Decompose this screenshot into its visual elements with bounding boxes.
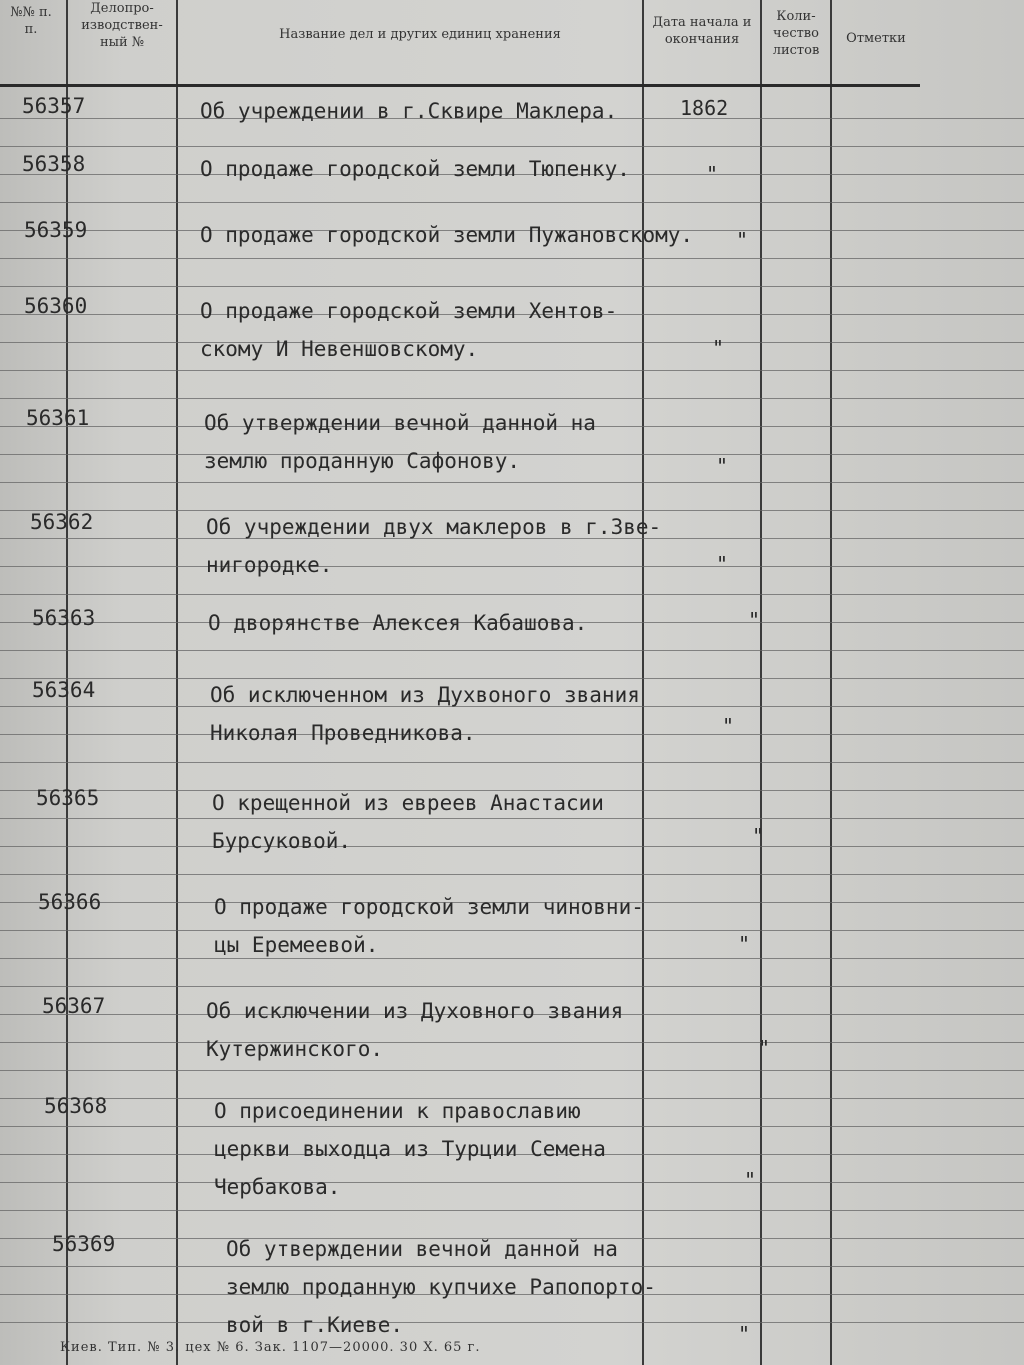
ruled-line (0, 258, 1024, 259)
ruled-line (0, 1042, 1024, 1043)
case-date: " (722, 714, 735, 738)
case-title-line: нигородке. (206, 553, 333, 577)
ruled-line (0, 482, 1024, 483)
case-title-line: Николая Проведникова. (210, 721, 476, 745)
ruled-line (0, 986, 1024, 987)
case-title-line: О продаже городской земли чиновни- (214, 895, 644, 919)
row-number: 56363 (32, 606, 96, 630)
ruled-line (0, 566, 1024, 567)
case-title-line: О присоединении к православию (214, 1099, 581, 1123)
case-date: 1862 (680, 96, 729, 120)
ruled-line (0, 650, 1024, 651)
header-col-case: Делопро- изводствен- ный № (81, 1, 163, 50)
column-divider (642, 0, 644, 1365)
case-title-line: землю проданную купчихе Рапопорто- (226, 1275, 656, 1299)
case-title-line: Чербакова. (214, 1175, 341, 1199)
ruled-line (0, 958, 1024, 959)
case-title-line: цы Еремеевой. (214, 933, 379, 957)
case-title-line: О продаже городской земли Тюпенку. (200, 157, 630, 181)
case-date: " (744, 1168, 757, 1192)
case-title-line: землю проданную Сафонову. (204, 449, 521, 473)
case-date: " (712, 336, 725, 360)
case-title-line: О продаже городской земли Хентов- (200, 299, 618, 323)
ruled-line (0, 762, 1024, 763)
column-divider (760, 0, 762, 1365)
header-col-num: №№ п. п. (10, 5, 52, 37)
header-col-sheets: Коли- чество листов (772, 9, 820, 58)
case-date: " (738, 932, 751, 956)
row-number: 56359 (24, 218, 88, 242)
ruled-line (0, 594, 1024, 595)
case-date: " (716, 552, 729, 576)
ruled-line (0, 1070, 1024, 1071)
case-title-line: Кутержинского. (206, 1037, 384, 1061)
case-title-line: О продаже городской земли Пужановскому. (200, 223, 694, 247)
ruled-line (0, 846, 1024, 847)
case-date: " (706, 162, 719, 186)
row-number: 56367 (42, 994, 106, 1018)
ruled-line (0, 370, 1024, 371)
ruled-line (0, 1182, 1024, 1183)
column-divider (176, 0, 178, 1365)
case-date: " (716, 454, 729, 478)
case-date: " (738, 1322, 751, 1346)
ruled-line (0, 146, 1024, 147)
case-title-line: О крещенной из евреев Анастасии (212, 791, 604, 815)
row-number: 56364 (32, 678, 96, 702)
case-date: " (752, 824, 765, 848)
header-col-title: Название дел и других единиц хранения (279, 27, 561, 42)
ruled-line (0, 734, 1024, 735)
print-footer: Киев. Тип. № 3. цех № 6. Зак. 1107—20000. 30 X. 65 г. (60, 1340, 481, 1355)
case-title-line: Об исключении из Духовного звания (206, 999, 624, 1023)
ruled-line (0, 1322, 1024, 1323)
ruled-line (0, 202, 1024, 203)
case-title-line: вой в г.Киеве. (226, 1313, 404, 1337)
case-title-line: Об учреждении в г.Сквире Маклера. (200, 99, 618, 123)
row-number: 56358 (22, 152, 86, 176)
case-title-line: Бурсуковой. (212, 829, 352, 853)
case-title-line: Об утверждении вечной данной на (204, 411, 596, 435)
ruled-line (0, 1210, 1024, 1211)
ruled-line (0, 930, 1024, 931)
column-divider (830, 0, 832, 1365)
row-number: 56361 (26, 406, 90, 430)
case-date: " (736, 228, 749, 252)
case-title-line: церкви выходца из Турции Семена (214, 1137, 606, 1161)
header-rule (0, 84, 920, 87)
row-number: 56366 (38, 890, 102, 914)
case-title-line: Об утверждении вечной данной на (226, 1237, 618, 1261)
ruled-line (0, 286, 1024, 287)
row-number: 56369 (52, 1232, 116, 1256)
row-number: 56360 (24, 294, 88, 318)
case-date: " (758, 1036, 771, 1060)
case-title-line: Об учреждении двух маклеров в г.Зве- (206, 515, 662, 539)
case-title-line: О дворянстве Алексея Кабашова. (208, 611, 588, 635)
row-number: 56365 (36, 786, 100, 810)
case-date: " (748, 608, 761, 632)
row-number: 56362 (30, 510, 94, 534)
header-col-dates: Дата начала и окончания (652, 15, 752, 47)
ruled-line (0, 398, 1024, 399)
ruled-line (0, 874, 1024, 875)
row-number: 56368 (44, 1094, 108, 1118)
case-title-line: Об исключенном из Духвоного звания (210, 683, 640, 707)
case-title-line: скому И Невеншовскому. (200, 337, 479, 361)
row-number: 56357 (22, 94, 86, 118)
ruled-line (0, 342, 1024, 343)
header-col-notes: Отметки (846, 31, 906, 46)
